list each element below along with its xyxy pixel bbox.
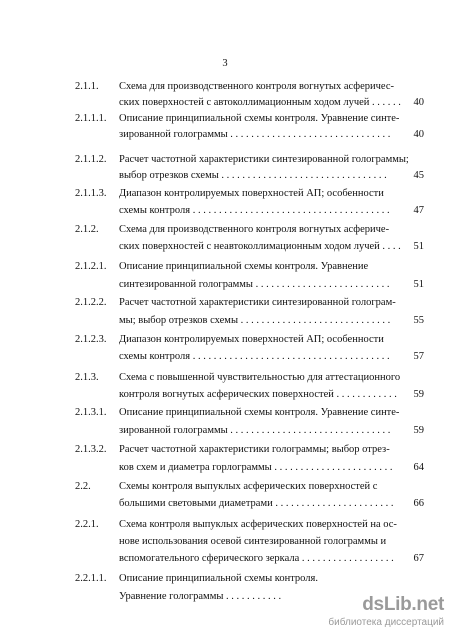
watermark-subtitle: библиотека диссертаций bbox=[328, 617, 444, 628]
toc-entry-line bbox=[75, 572, 318, 585]
toc-entry-number: 2.1.3.2. bbox=[75, 444, 107, 455]
watermark-title: dsLib.net bbox=[362, 594, 444, 615]
toc-entry-text: Описание принципиальной схемы контроля. bbox=[119, 573, 318, 584]
toc-entry-text: Диапазон контролируемых поверхностей АП; особенности bbox=[119, 334, 384, 345]
toc-entry-number: 2.2.1. bbox=[75, 519, 99, 530]
toc-entry-page: 67 bbox=[413, 553, 424, 564]
toc-entry-line bbox=[75, 443, 390, 456]
toc-entry-line bbox=[75, 296, 396, 309]
toc-entry-line bbox=[75, 112, 399, 125]
toc-entry-number: 2.1.2.2. bbox=[75, 297, 107, 308]
toc-entry-line bbox=[119, 314, 390, 327]
toc-entry-number: 2.1.1.3. bbox=[75, 188, 107, 199]
toc-entry-text: Описание принципиальной схемы контроля. Уравнение синте- bbox=[119, 407, 400, 418]
toc-entry-line bbox=[75, 333, 384, 346]
toc-entry-page: 40 bbox=[413, 129, 424, 140]
toc-entry-text: Расчет частотной характеристики синтезированной голограм- bbox=[119, 297, 396, 308]
toc-entry-page: 64 bbox=[413, 462, 424, 473]
toc-entry-number: 2.2. bbox=[75, 481, 91, 492]
toc-entry-line bbox=[119, 128, 390, 141]
toc-entry-text: вспомогательного сферического зеркала . . . . . . . . . . . . . . . . . . bbox=[119, 553, 394, 564]
toc-entry-line bbox=[119, 497, 393, 510]
toc-entry-page: 47 bbox=[413, 205, 424, 216]
toc-entry-line bbox=[75, 371, 400, 384]
toc-entry-line bbox=[119, 204, 390, 217]
toc-entry-line bbox=[119, 552, 394, 565]
toc-entry-number: 2.1.3. bbox=[75, 372, 99, 383]
toc-entry-number: 2.1.2.1. bbox=[75, 261, 107, 272]
toc-entry-line bbox=[119, 350, 390, 363]
toc-entry-text: Диапазон контролируемых поверхностей АП; особенности bbox=[119, 188, 384, 199]
page-number: 3 bbox=[222, 58, 228, 69]
toc-entry-page: 40 bbox=[413, 97, 424, 108]
toc-entry-page: 51 bbox=[413, 241, 424, 252]
toc-entry-line bbox=[75, 187, 384, 200]
toc-entry-text: Схемы контроля выпуклых асферических поверхностей с bbox=[119, 481, 378, 492]
toc-entry-line bbox=[119, 169, 387, 182]
watermark-logo bbox=[318, 594, 444, 632]
toc-entry-page: 57 bbox=[413, 351, 424, 362]
toc-entry-line bbox=[75, 260, 368, 273]
toc-entry-text: Уравнение голограммы . . . . . . . . . . . bbox=[119, 591, 282, 602]
toc-entry-text: Схема контроля выпуклых асферических поверхностей на ос- bbox=[119, 519, 397, 530]
toc-entry-line bbox=[75, 518, 397, 531]
toc-entry-text: большими световыми диаметрами . . . . . . . . . . . . . . . . . . . . . . . bbox=[119, 498, 394, 509]
toc-entry-text: контроля вогнутых асферических поверхностей . . . . . . . . . . . . bbox=[119, 389, 397, 400]
toc-entry-page: 59 bbox=[413, 425, 424, 436]
toc-entry-text: ских поверхностей с автоколлимационным ходом лучей . . . . . . bbox=[119, 97, 401, 108]
toc-entry-text: схемы контроля . . . . . . . . . . . . . . . . . . . . . . . . . . . . . . . . . . . . . . bbox=[119, 205, 390, 216]
toc-entry-page: 59 bbox=[413, 389, 424, 400]
toc-entry-line bbox=[119, 535, 386, 548]
toc-entry-text: синтезированной голограммы . . . . . . . . . . . . . . . . . . . . . . . . . . bbox=[119, 279, 390, 290]
toc-entry-page: 55 bbox=[413, 315, 424, 326]
toc-entry-text: Схема с повышенной чувствительностью для аттестационного bbox=[119, 372, 401, 383]
toc-entry-line bbox=[75, 80, 394, 93]
toc-entry-text: Описание принципиальной схемы контроля. Уравнение bbox=[119, 261, 369, 272]
toc-entry-number: 2.1.2. bbox=[75, 224, 99, 235]
toc-entry-text: схемы контроля . . . . . . . . . . . . . . . . . . . . . . . . . . . . . . . . . . . . . . bbox=[119, 351, 390, 362]
toc-entry-page: 45 bbox=[413, 170, 424, 181]
toc-entry-line bbox=[119, 278, 389, 291]
toc-entry-line bbox=[75, 480, 377, 493]
toc-entry-number: 2.1.1. bbox=[75, 81, 99, 92]
toc-entry-line bbox=[119, 96, 401, 109]
toc-entry-text: нове использования осевой синтезированной голограммы и bbox=[119, 536, 387, 547]
toc-entry-line bbox=[119, 461, 392, 474]
toc-entry-text: Расчет частотной характеристики синтезированной голограммы; bbox=[119, 154, 409, 165]
toc-entry-number: 2.1.1.1. bbox=[75, 113, 107, 124]
toc-entry-line bbox=[119, 388, 397, 401]
toc-entry-line bbox=[119, 240, 401, 253]
toc-entry-number: 2.1.3.1. bbox=[75, 407, 107, 418]
toc-entry-number: 2.2.1.1. bbox=[75, 573, 107, 584]
toc-entry-line bbox=[75, 153, 409, 166]
toc-entry-text: мы; выбор отрезков схемы . . . . . . . . . . . . . . . . . . . . . . . . . . . . . bbox=[119, 315, 391, 326]
toc-entry-line bbox=[75, 223, 389, 236]
toc-entry-text: выбор отрезков схемы . . . . . . . . . . . . . . . . . . . . . . . . . . . . . . . . bbox=[119, 170, 387, 181]
toc-entry-number: 2.1.2.3. bbox=[75, 334, 107, 345]
toc-entry-text: Схема для производственного контроля вогнутых асфериче- bbox=[119, 224, 390, 235]
toc-entry-text: Схема для производственного контроля вогнутых асферичес- bbox=[119, 81, 395, 92]
toc-entry-text: ских поверхностей с неавтоколлимационным ходом лучей . . . . bbox=[119, 241, 401, 252]
toc-entry-line bbox=[119, 590, 281, 603]
toc-entry-page: 51 bbox=[413, 279, 424, 290]
toc-entry-line bbox=[119, 424, 390, 437]
toc-entry-text: зированной голограммы . . . . . . . . . . . . . . . . . . . . . . . . . . . . . . . bbox=[119, 425, 391, 436]
toc-entry-text: ков схем и диаметра горлограммы . . . . . . . . . . . . . . . . . . . . . . . bbox=[119, 462, 393, 473]
toc-entry-number: 2.1.1.2. bbox=[75, 154, 107, 165]
toc-entry-text: зированной голограммы . . . . . . . . . . . . . . . . . . . . . . . . . . . . . . . bbox=[119, 129, 391, 140]
toc-entry-line bbox=[75, 406, 399, 419]
toc-entry-page: 66 bbox=[413, 498, 424, 509]
toc-entry-text: Описание принципиальной схемы контроля. Уравнение синте- bbox=[119, 113, 400, 124]
toc-entry-text: Расчет частотной характеристики голограммы; выбор отрез- bbox=[119, 444, 390, 455]
